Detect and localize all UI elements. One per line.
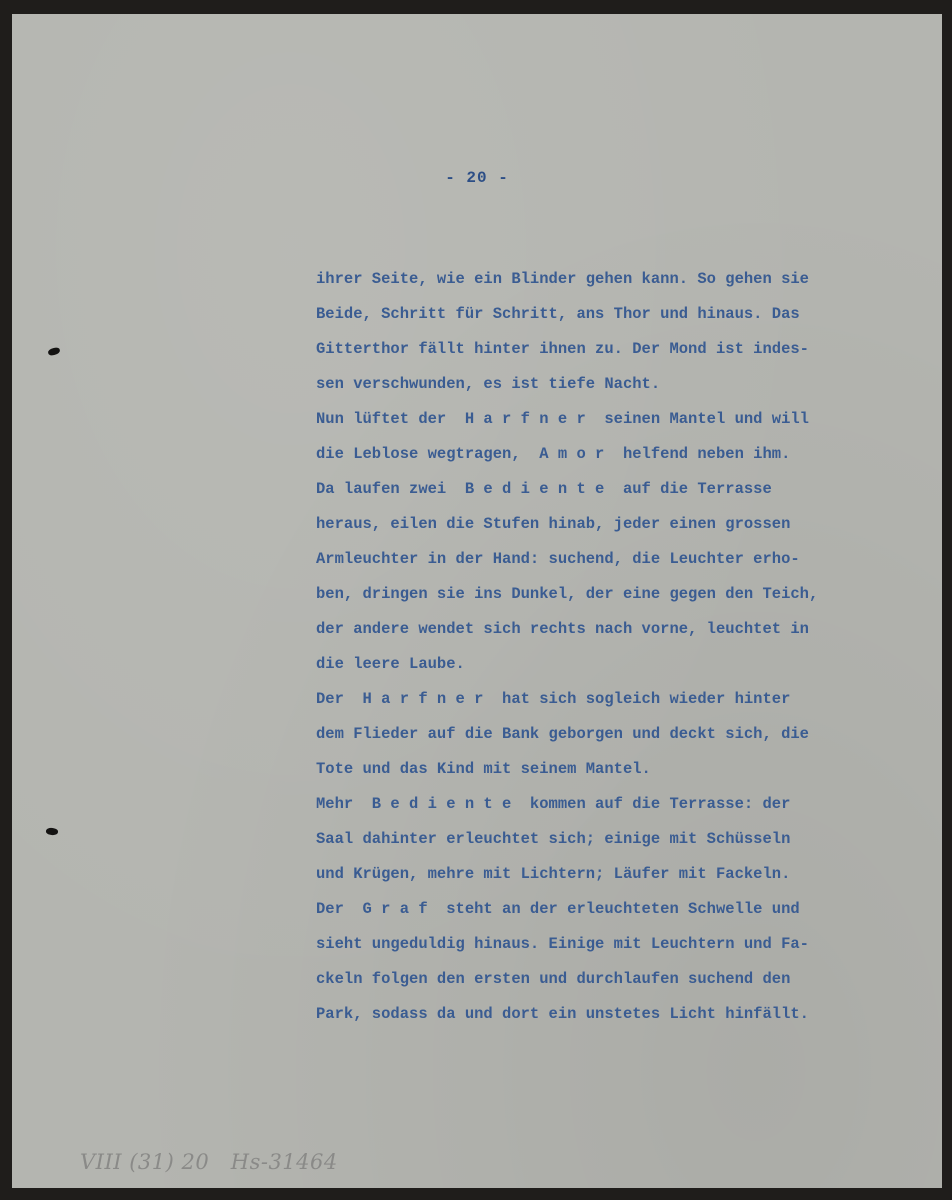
text-line: sieht ungeduldig hinaus. Einige mit Leuchtern und Fa- [316, 935, 809, 953]
text-line: die Leblose wegtragen, A m o r helfend neben ihm. [316, 445, 791, 463]
text-line: Armleuchter in der Hand: suchend, die Leuchter erho- [316, 550, 800, 568]
text-line: heraus, eilen die Stufen hinab, jeder einen grossen [316, 515, 791, 533]
text-line: ihrer Seite, wie ein Blinder gehen kann. So gehen sie [316, 270, 809, 288]
text-line: Der H a r f n e r hat sich sogleich wieder hinter [316, 690, 791, 708]
document-page [12, 14, 942, 1188]
text-line: Nun lüftet der H a r f n e r seinen Mantel und will [316, 410, 809, 428]
text-line: Saal dahinter erleuchtet sich; einige mit Schüsseln [316, 830, 791, 848]
text-line: der andere wendet sich rechts nach vorne, leuchtet in [316, 620, 809, 638]
text-line: Gitterthor fällt hinter ihnen zu. Der Mond ist indes- [316, 340, 809, 358]
punch-hole-mark [47, 347, 60, 356]
text-line: ckeln folgen den ersten und durchlaufen suchend den [316, 970, 791, 988]
typewritten-text-block [316, 262, 896, 1032]
text-line: und Krügen, mehre mit Lichtern; Läufer mit Fackeln. [316, 865, 791, 883]
text-line: Park, sodass da und dort ein unstetes Licht hinfällt. [316, 1005, 809, 1023]
page-number: - 20 - [445, 169, 509, 187]
text-line: Tote und das Kind mit seinem Mantel. [316, 760, 651, 778]
text-line: Mehr B e d i e n t e kommen auf die Terrasse: der [316, 795, 791, 813]
text-line: dem Flieder auf die Bank geborgen und deckt sich, die [316, 725, 809, 743]
archive-shelfmark: VIII (31) 20 Hs-31464 [80, 1150, 338, 1174]
text-line: Der G r a f steht an der erleuchteten Schwelle und [316, 900, 800, 918]
text-line: Da laufen zwei B e d i e n t e auf die Terrasse [316, 480, 772, 498]
text-line: sen verschwunden, es ist tiefe Nacht. [316, 375, 661, 393]
punch-hole-mark [46, 827, 59, 836]
text-line: ben, dringen sie ins Dunkel, der eine gegen den Teich, [316, 585, 819, 603]
text-line: Beide, Schritt für Schritt, ans Thor und hinaus. Das [316, 305, 800, 323]
text-line: die leere Laube. [316, 655, 465, 673]
